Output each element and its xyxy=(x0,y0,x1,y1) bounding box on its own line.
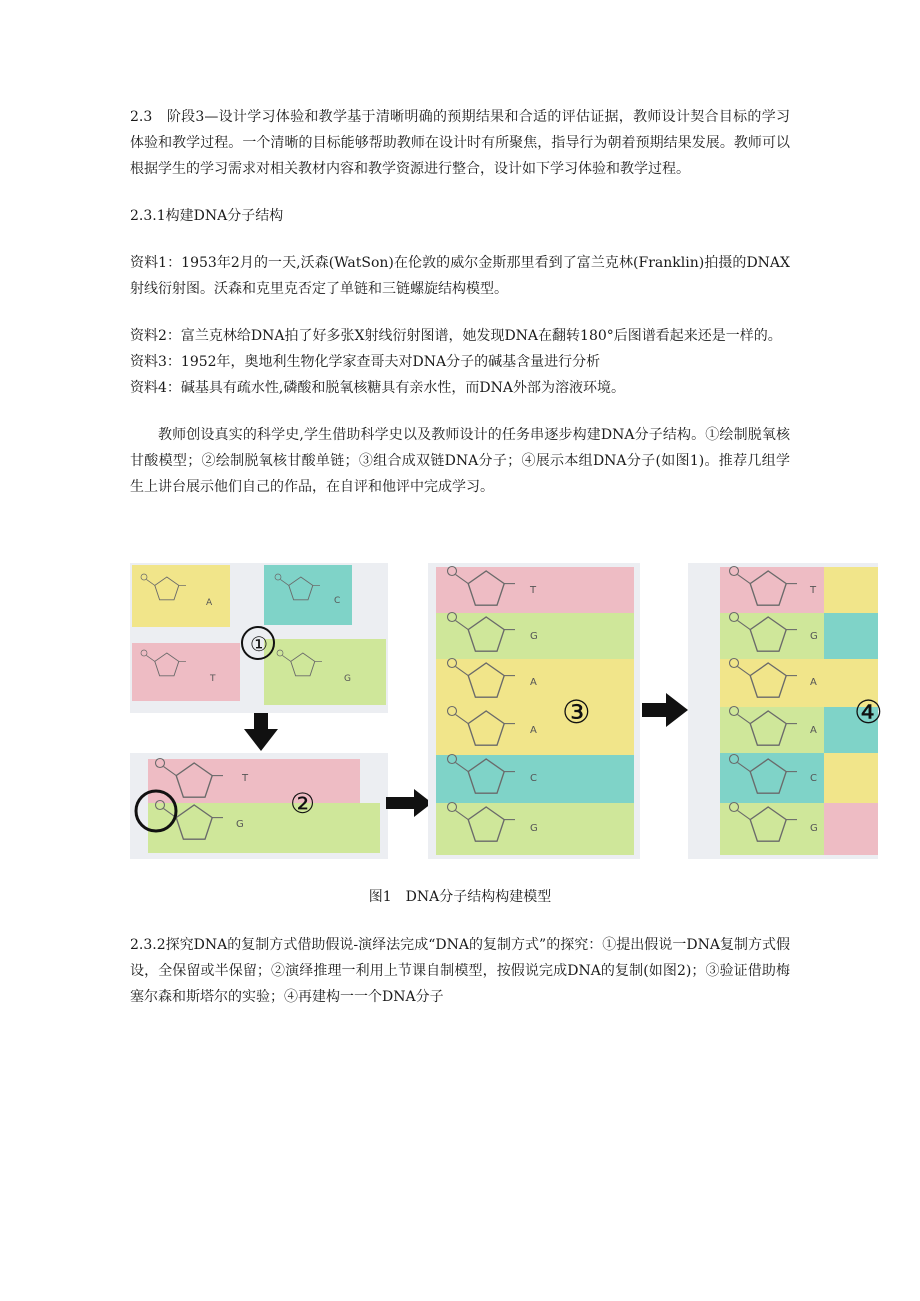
material-2: 资料2：富兰克林给DNA拍了好多张X射线衍射图谱，她发现DNA在翻转180°后图谱看起来还是一样的。 xyxy=(130,328,782,344)
section-2-3-paragraph: 2.3 阶段3—设计学习体验和教学基于清晰明确的预期结果和合适的评估证据，教师设计契合目标的学习体验和教学过程。一个清晰的目标能够帮助教师在设计时有所聚焦，指导行为朝着预期结果发展。教师可以根据学生的学习需求对相关教材内容和教学资源进行整合，设计如下学习体验和教学过程。 xyxy=(130,109,790,177)
panel-1-pink-card xyxy=(132,643,240,701)
arrow-right-icon xyxy=(386,797,416,809)
base-letter: A xyxy=(810,677,817,688)
panel-2-pink-strip xyxy=(148,759,360,803)
base-letter: T xyxy=(242,773,249,784)
material-4: 资料4：碱基具有疏水性,磷酸和脱氧核糖具有亲水性，而DNA外部为溶液环境。 xyxy=(130,380,625,396)
base-letter: T xyxy=(530,585,537,596)
base-letter: C xyxy=(334,596,341,606)
base-letter: G xyxy=(530,823,538,834)
base-letter: T xyxy=(810,585,817,596)
material-1: 资料1：1953年2月的一天,沃森(WatSon)在伦敦的威尔金斯那里看到了富兰克林(Franklin)拍摄的DNAX射线衍射图。沃森和克里克否定了单链和三链螺旋结构模型。 xyxy=(130,255,790,297)
panel-4-strip xyxy=(824,613,878,659)
base-letter: A xyxy=(206,598,213,608)
base-letter: C xyxy=(530,773,537,784)
figure-1-dna-model-photo xyxy=(130,563,883,859)
document-body xyxy=(130,104,790,500)
panel-2-green-strip xyxy=(148,803,380,853)
panel-1-yellow-card xyxy=(132,565,230,627)
base-letter: G xyxy=(810,631,818,642)
section-2-3-1-heading: 2.3.1构建DNA分子结构 xyxy=(130,208,284,224)
figure-1-svg xyxy=(130,563,883,859)
panel-1-green-card xyxy=(264,639,386,705)
figure-1-caption: 图1 DNA分子结构构建模型 xyxy=(368,889,552,905)
panel-4-strip xyxy=(824,803,878,855)
base-letter: G xyxy=(236,819,244,830)
step-label-1: ① xyxy=(250,632,268,656)
step-label-3: ③ xyxy=(562,693,591,731)
teaching-paragraph: 教师创设真实的科学史,学生借助科学史以及教师设计的任务串逐步构建DNA分子结构。①绘制脱氧核甘酸模型；②绘制脱氧核甘酸单链；③组合成双链DNA分子；④展示本组DNA分子(如图1)。推荐几组学生上讲台展示他们自己的作品，在自评和他评中完成学习。 xyxy=(130,427,790,495)
step-label-2: ② xyxy=(290,787,316,820)
panel-4-strip xyxy=(824,567,878,613)
base-letter: A xyxy=(810,725,817,736)
panel-4-strip xyxy=(720,753,824,803)
base-letter: T xyxy=(210,674,216,684)
base-letter: G xyxy=(530,631,538,642)
section-2-3-2-paragraph: 2.3.2探究DNA的复制方式借助假说-演绎法完成“DNA的复制方式”的探究：①提出假说一DNA复制方式假设，全保留或半保留；②演绎推理一利用上节课自制模型，按假说完成DNA的复制(如图2)；③验证借助梅塞尔森和斯塔尔的实验；④再建构一一个DNA分子 xyxy=(130,937,790,1005)
section-2-3-2 xyxy=(130,932,790,1010)
base-letter: A xyxy=(530,725,537,736)
base-letter: C xyxy=(810,773,817,784)
base-letter: A xyxy=(530,677,537,688)
arrow-down-head-icon xyxy=(244,729,278,751)
arrow-right-head-icon xyxy=(666,693,688,727)
base-letter: G xyxy=(810,823,818,834)
arrow-right-icon xyxy=(642,703,668,717)
material-3: 资料3：1952年，奥地利生物化学家查哥夫对DNA分子的碱基含量进行分析 xyxy=(130,354,601,370)
arrow-down-icon xyxy=(254,713,268,729)
base-letter: G xyxy=(344,674,351,684)
panel-4-strip xyxy=(824,753,878,803)
step-label-4: ④ xyxy=(854,693,883,731)
